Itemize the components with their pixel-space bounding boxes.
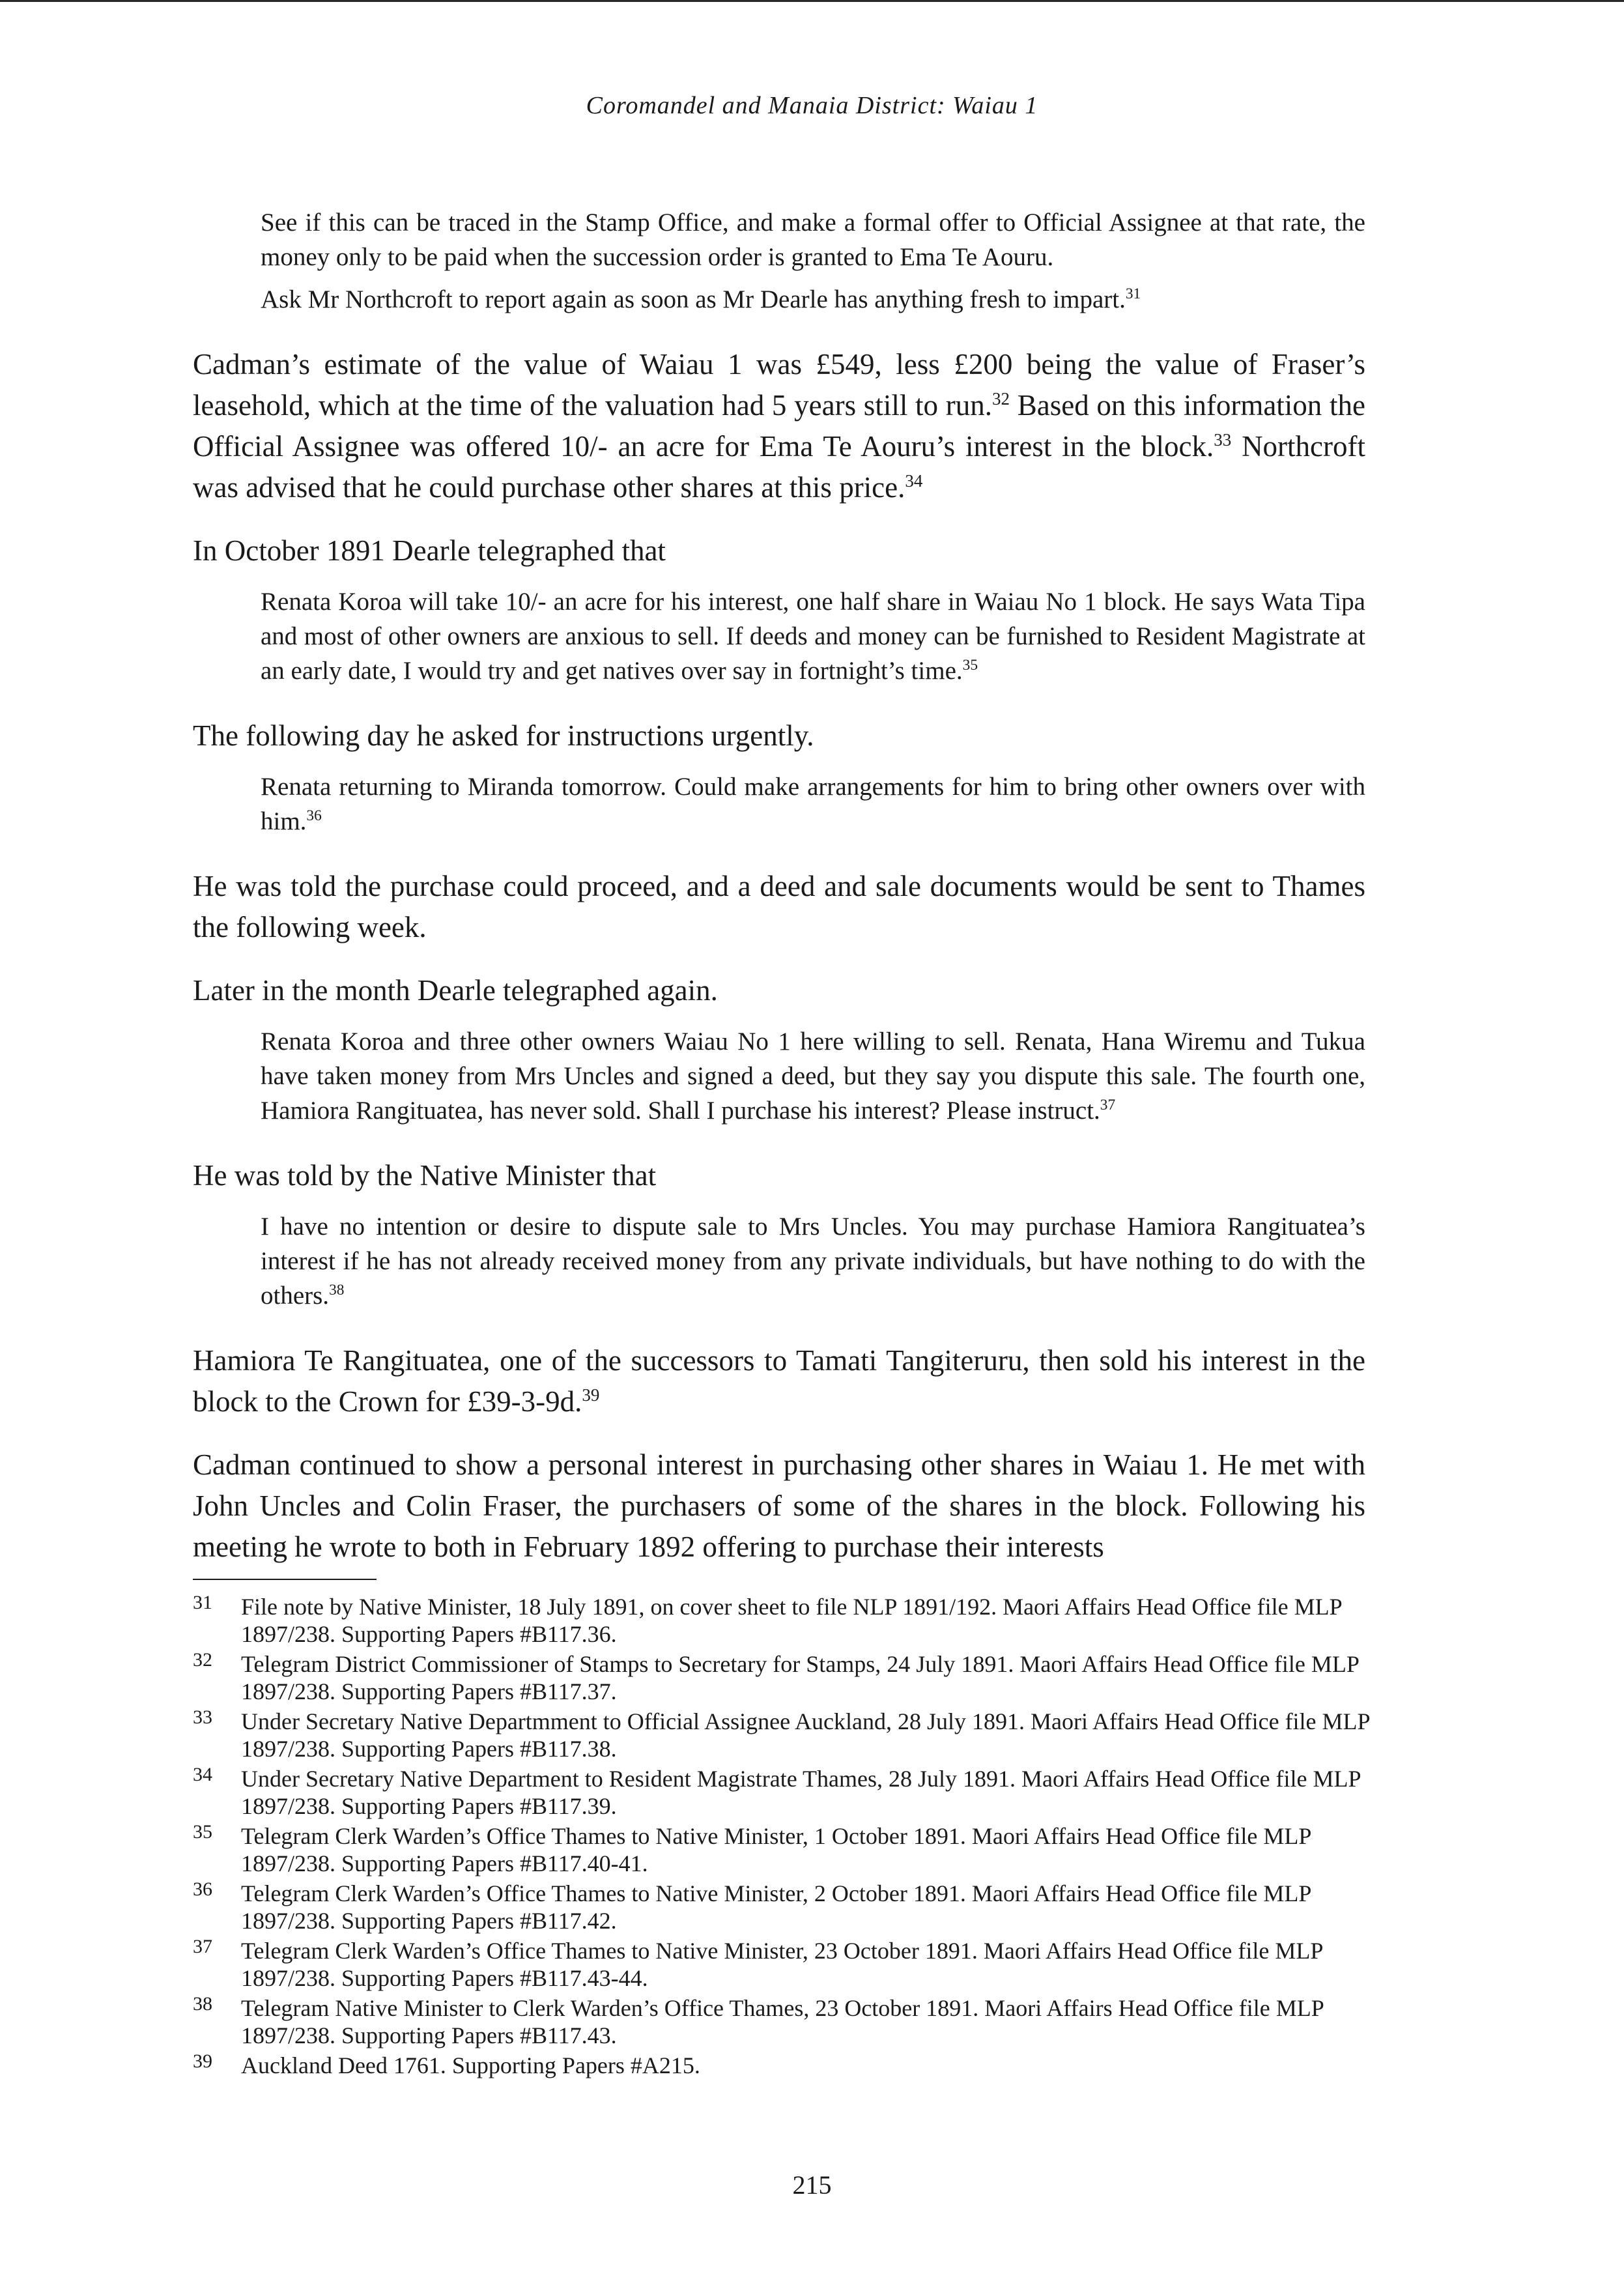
- footnote-number: 32: [193, 1649, 212, 1671]
- paragraph: [193, 344, 1365, 508]
- footnote-number: 36: [193, 1878, 212, 1900]
- footnote: [193, 1765, 1372, 1820]
- footnote-ref: 32: [992, 389, 1010, 409]
- footnote: [193, 1937, 1372, 1992]
- quote-text: Renata Koroa will take 10/- an acre for his interest, one half share in Waiau No 1 block. He says Wata Tipa and most of other owners are anxious to sell. If deeds and money can be furnished to Resident Magistrate at an early date, I would try and get natives over say in fortnight’s time.: [261, 588, 1365, 685]
- footnote: [193, 1994, 1372, 2049]
- footnote-number: 38: [193, 1993, 212, 2015]
- paragraph-text: Cadman continued to show a personal interest in purchasing other shares in Waiau 1. He met with John Uncles and Colin Fraser, the purchasers of some of the shares in the block. Following his meeting he wrote to both in February 1892 offering to purchase their interests: [193, 1448, 1365, 1563]
- paragraph-text: Hamiora Te Rangituatea, one of the successors to Tamati Tangiteruru, then sold his interest in the block to the Crown for £39-3-9d.: [193, 1344, 1365, 1418]
- quote-text: See if this can be traced in the Stamp Office, and make a formal offer to Official Assignee at that rate, the money only to be paid when the succession order is granted to Ema Te Aouru.: [261, 208, 1365, 271]
- paragraph-text: Cadman’s estimate of the value of Waiau 1 was £549, less £200 being the value of Fraser’s leasehold, which at the time of the valuation had 5 years still to run.: [193, 348, 1365, 422]
- lead-in-line: In October 1891 Dearle telegraphed that: [193, 534, 666, 567]
- block-quote: [261, 769, 1365, 839]
- footnote-ref: 35: [962, 657, 978, 674]
- quote-text: Ask Mr Northcroft to report again as soon as Mr Dearle has anything fresh to impart.: [261, 285, 1126, 313]
- paragraph: [193, 1340, 1365, 1422]
- quote-block: [193, 205, 1365, 317]
- footnote: [193, 1880, 1372, 1934]
- block-quote: [261, 282, 1365, 317]
- body-text: [193, 205, 1365, 1590]
- footnote-ref: 34: [905, 471, 923, 491]
- footnote: [193, 1822, 1372, 1877]
- paragraph-text: He was told the purchase could proceed, and a deed and sale documents would be sent to Thames the following week.: [193, 870, 1365, 943]
- paragraph-text: Northcroft was advised that he could purchase other shares at this price.: [193, 430, 1365, 504]
- footnote-text: Auckland Deed 1761. Supporting Papers #A215.: [241, 2052, 700, 2078]
- footnote-number: 34: [193, 1764, 212, 1785]
- footnote-text: Telegram Clerk Warden’s Office Thames to Native Minister, 1 October 1891. Maori Affairs Head Office file MLP 1897/238. Supporting Papers #B117.40-41.: [241, 1823, 1311, 1876]
- block-quote: [261, 584, 1365, 688]
- footnote-number: 33: [193, 1706, 212, 1728]
- paragraph: [193, 866, 1365, 948]
- quote-block: [193, 769, 1365, 839]
- footnote-ref: 39: [582, 1385, 600, 1405]
- footnote: [193, 1593, 1372, 1648]
- quote-block: [193, 1209, 1365, 1313]
- footnotes: [193, 1593, 1372, 2082]
- footnote-text: Telegram Clerk Warden’s Office Thames to Native Minister, 23 October 1891. Maori Affairs Head Office file MLP 1897/238. Supporting Papers #B117.43-44.: [241, 1938, 1323, 1991]
- footnote-ref: 33: [1214, 430, 1232, 450]
- block-quote: [261, 1024, 1365, 1128]
- footnote-ref: 37: [1100, 1097, 1116, 1114]
- lead-in-line: The following day he asked for instructions urgently.: [193, 719, 814, 752]
- footnote-text: Telegram District Commissioner of Stamps to Secretary for Stamps, 24 July 1891. Maori Affairs Head Office file MLP 1897/238. Supporting Papers #B117.37.: [241, 1651, 1359, 1704]
- footnote-text: Under Secretary Native Department to Resident Magistrate Thames, 28 July 1891. Maori Affairs Head Office file MLP 1897/238. Supporting Papers #B117.39.: [241, 1766, 1361, 1819]
- top-border-rule: [0, 0, 1624, 2]
- footnote-number: 37: [193, 1936, 212, 1957]
- block-quote: [261, 205, 1365, 274]
- paragraph: [193, 1444, 1365, 1568]
- block-quote: [261, 1209, 1365, 1313]
- paragraph-text: Based on this information the Official Assignee was offered 10/- an acre for Ema Te Aouru’s interest in the block.: [193, 389, 1366, 463]
- lead-in-line: He was told by the Native Minister that: [193, 1159, 657, 1192]
- footnote-text: Under Secretary Native Departmment to Official Assignee Auckland, 28 July 1891. Maori Affairs Head Office file MLP 1897/238. Supporting Papers #B117.38.: [241, 1708, 1370, 1762]
- footnote-number: 39: [193, 2050, 212, 2072]
- quote-text: I have no intention or desire to dispute sale to Mrs Uncles. You may purchase Hamiora Rangituatea’s interest if he has not already received money from any private individuals, but have nothing to do with the others.: [261, 1213, 1365, 1310]
- quote-block: [193, 584, 1365, 688]
- footnote-number: 31: [193, 1592, 212, 1613]
- footnote-text: File note by Native Minister, 18 July 1891, on cover sheet to file NLP 1891/192. Maori Affairs Head Office file MLP 1897/238. Supporting Papers #B117.36.: [241, 1594, 1342, 1647]
- footnote: [193, 1708, 1372, 1762]
- footnote-ref: 38: [329, 1282, 345, 1299]
- footnote-number: 35: [193, 1821, 212, 1843]
- page-number: 215: [792, 2170, 832, 2200]
- footnote-text: Telegram Native Minister to Clerk Warden’s Office Thames, 23 October 1891. Maori Affairs Head Office file MLP 1897/238. Supporting Papers #B117.43.: [241, 1995, 1324, 2048]
- quote-text: Renata returning to Miranda tomorrow. Could make arrangements for him to bring other owners over with him.: [261, 773, 1365, 835]
- footnote: [193, 1650, 1372, 1705]
- footnote-ref: 31: [1125, 285, 1141, 302]
- footnote-text: Telegram Clerk Warden’s Office Thames to Native Minister, 2 October 1891. Maori Affairs Head Office file MLP 1897/238. Supporting Papers #B117.42.: [241, 1880, 1311, 1934]
- quote-text: Renata Koroa and three other owners Waiau No 1 here willing to sell. Renata, Hana Wiremu and Tukua have taken money from Mrs Uncles and signed a deed, but they say you dispute this sale. The fourth one, Hamiora Rangituatea, has never sold. Shall I purchase his interest? Please instruct.: [261, 1028, 1365, 1125]
- running-head: Coromandel and Manaia District: Waiau 1: [586, 92, 1038, 119]
- footnote-separator: [193, 1579, 377, 1580]
- quote-block: [193, 1024, 1365, 1128]
- footnote: [193, 2052, 1372, 2079]
- lead-in-line: Later in the month Dearle telegraphed again.: [193, 974, 718, 1007]
- footnote-ref: 36: [306, 807, 322, 824]
